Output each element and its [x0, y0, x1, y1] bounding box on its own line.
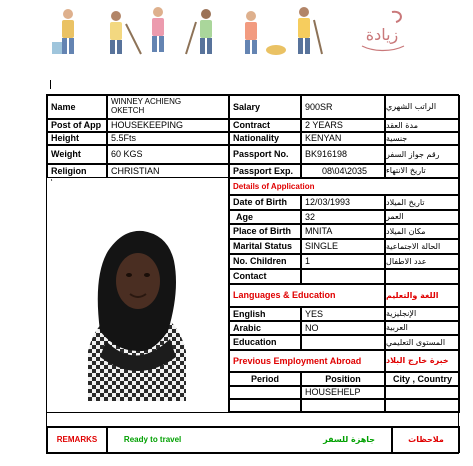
salary-label: Salary — [229, 95, 301, 119]
contract-label: Contract — [229, 119, 301, 132]
employment-row-period — [229, 386, 301, 399]
dob-value: 12/03/1993 — [301, 195, 385, 210]
employment-row-position — [301, 399, 385, 412]
english-value: YES — [301, 307, 385, 321]
remarks-label-ar: ملاحظات — [392, 427, 460, 453]
salary-value: 900SR — [301, 95, 385, 119]
age-value: 32 — [301, 210, 385, 224]
contact-value — [301, 269, 385, 284]
pob-label: Place of Birth — [229, 224, 301, 239]
cleaning-banner-illustration — [46, 2, 326, 62]
employment-header: Previous Employment Abroad — [229, 350, 385, 372]
name-label: Name — [47, 95, 107, 119]
post-value: HOUSEKEEPING — [107, 119, 229, 132]
col-country: City , Country — [385, 372, 460, 386]
pob-value: MNITA — [301, 224, 385, 239]
post-label: Post of App — [47, 119, 107, 132]
logo-text: زيادة — [365, 25, 399, 44]
name-value: WINNEY ACHIENG OKETCH — [107, 95, 229, 119]
education-label: Education — [229, 335, 301, 350]
ready-to-travel-text: Ready to travel — [123, 435, 182, 444]
age-label: Age — [229, 210, 301, 224]
english-label: English — [229, 307, 301, 321]
contract-label-ar: مدة العقد — [385, 119, 460, 132]
company-logo — [352, 6, 412, 56]
remarks-label: REMARKS — [47, 427, 107, 453]
education-value — [301, 335, 385, 350]
ready-to-travel-ar: جاهزة للسفر — [323, 435, 376, 444]
dob-label-ar: تاريخ الميلاد — [385, 195, 460, 210]
nationality-label: Nationality — [229, 132, 301, 145]
employment-row-country — [385, 386, 460, 399]
contact-label: Contact — [229, 269, 301, 284]
ready-to-travel-cell — [107, 427, 392, 453]
marital-label: Marital Status — [229, 239, 301, 254]
details-header: Details of Application — [229, 178, 460, 195]
height-value: 5.5Fts — [107, 132, 229, 145]
weight-value: 60 KGS — [107, 145, 229, 164]
application-form — [46, 94, 459, 454]
text-cursor — [50, 80, 51, 89]
passport-no-value: BK916198 — [301, 145, 385, 164]
employment-header-ar: خبرة خارج البلاد — [385, 350, 460, 372]
nationality-label-ar: جنسية — [385, 132, 460, 145]
children-label: No. Children — [229, 254, 301, 269]
passport-exp-label: Passport Exp. — [229, 164, 301, 178]
arabic-label: Arabic — [229, 321, 301, 335]
passport-no-label-ar: رقم جواز السفر — [385, 145, 460, 164]
pob-label-ar: مكان الميلاد — [385, 224, 460, 239]
marital-label-ar: الحالة الاجتماعية — [385, 239, 460, 254]
religion-label: Religion — [47, 164, 107, 178]
nationality-value: KENYAN — [301, 132, 385, 145]
col-period: Period — [229, 372, 301, 386]
weight-label: Weight — [47, 145, 107, 164]
languages-header: Languages & Education — [229, 284, 385, 307]
english-label-ar: الإنجليزية — [385, 307, 460, 321]
education-label-ar: المستوى التعليمي — [385, 335, 460, 350]
employment-row-position: HOUSEHELP — [301, 386, 385, 399]
languages-header-ar: اللغة والتعليم — [385, 284, 460, 307]
age-label-ar: العمر — [385, 210, 460, 224]
passport-no-label: Passport No. — [229, 145, 301, 164]
marital-value: SINGLE — [301, 239, 385, 254]
col-position: Position — [301, 372, 385, 386]
contact-label-ar — [385, 269, 460, 284]
height-label: Height — [47, 132, 107, 145]
passport-exp-label-ar: تاريخ الانتهاء — [385, 164, 460, 178]
religion-value: CHRISTIAN — [107, 164, 229, 178]
children-label-ar: عدد الاطفال — [385, 254, 460, 269]
salary-label-ar: الراتب الشهري — [385, 95, 460, 119]
employment-row-country — [385, 399, 460, 412]
employment-row-period — [229, 399, 301, 412]
contract-value: 2 YEARS — [301, 119, 385, 132]
arabic-value: NO — [301, 321, 385, 335]
spacer-row — [47, 412, 460, 427]
passport-exp-value: 08\04\2035 — [301, 164, 385, 178]
dob-label: Date of Birth — [229, 195, 301, 210]
applicant-photo — [48, 181, 226, 401]
arabic-label-ar: العربية — [385, 321, 460, 335]
children-value: 1 — [301, 254, 385, 269]
